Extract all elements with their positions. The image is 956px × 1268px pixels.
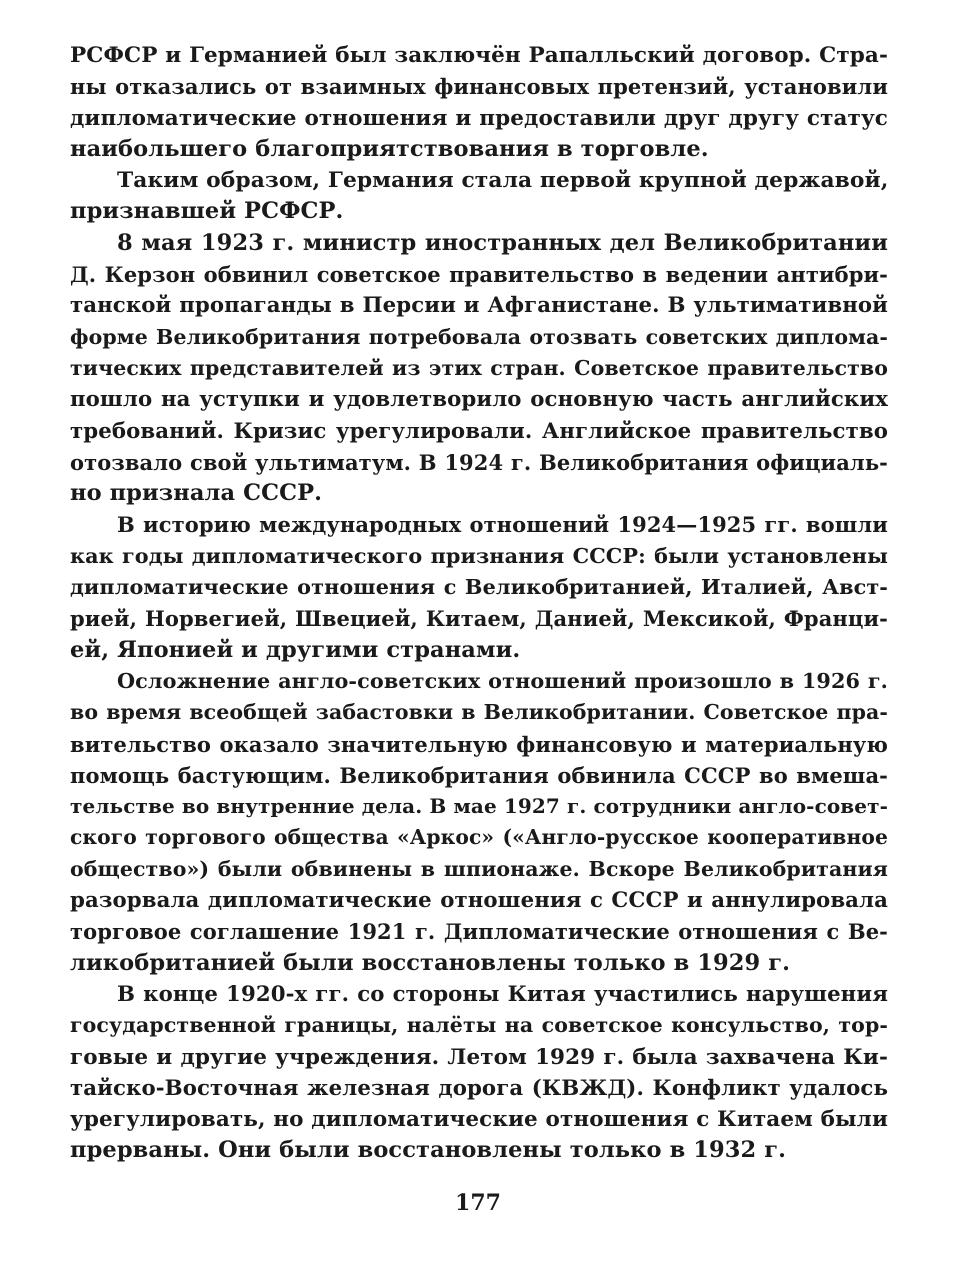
page-number: 177 [455, 1190, 501, 1216]
paragraph [70, 979, 888, 1167]
text-line: ны отказались от взаимных финансовых претензий, установили [70, 74, 888, 100]
paragraph [70, 165, 888, 228]
paragraph [70, 40, 888, 165]
text-line: разорвала дипломатические отношения с СССР и аннулировала [70, 888, 888, 914]
text-line: торговое соглашение 1921 г. Дипломатические отношения с Ве- [70, 919, 888, 945]
text-line: форме Великобритания потребовала отозвать советских диплома- [70, 324, 888, 349]
text-line: но признала СССР. [70, 480, 323, 507]
text-line: рией, Норвегией, Швецией, Китаем, Данией, Мексикой, Франци- [70, 606, 888, 632]
text-line: 8 мая 1923 г. министр иностранных дел Великобритании [117, 229, 888, 256]
text-line: тельстве во внутренние дела. В мае 1927 г. сотрудники англо-совет- [70, 794, 888, 819]
text-line: пошло на уступки и удовлетворило основную часть английских [70, 387, 888, 413]
text-line: наибольшего благоприятствования в торговле. [70, 135, 709, 162]
text-line: В конце 1920-х гг. со стороны Китая участились нарушения [117, 981, 888, 1007]
text-line: тических представителей из этих стран. Советское правительство [70, 355, 888, 380]
text-line: ликобританией были восстановлены только в 1929 г. [70, 949, 791, 976]
text-line: вительство оказало значительную финансовую и материальную [70, 731, 888, 757]
text-line: отозвало свой ультиматум. В 1924 г. Великобритания официаль- [70, 449, 888, 475]
text-line: дипломатические отношения с Великобританией, Италией, Авст- [70, 575, 888, 600]
text-line: государственной границы, налёты на советское консульство, тор- [70, 1013, 888, 1038]
text-line: дипломатические отношения и предоставили друг другу статус [70, 105, 888, 131]
text-line: Осложнение англо-советских отношений произошло в 1926 г. [117, 668, 888, 693]
text-line: РСФСР и Германией был заключён Рапалльский договор. Стра- [70, 43, 888, 68]
text-line: как годы дипломатического признания СССР: были установлены [70, 543, 888, 568]
text-line: требований. Кризис урегулировали. Английское правительство [70, 418, 888, 444]
text-line: общество») были обвинены в шпионаже. Вскоре Великобритания [70, 856, 888, 881]
text-line: помощь бастующим. Великобритания обвинила СССР во вмеша- [70, 762, 888, 788]
page-body [70, 40, 888, 1167]
text-line: признавшей РСФСР. [70, 198, 344, 225]
text-line: Д. Керзон обвинил советское правительство в ведении антибри- [70, 262, 888, 288]
text-line: Таким образом, Германия стала первой крупной державой, [117, 168, 889, 194]
text-line: говые и другие учреждения. Летом 1929 г. была захвачена Ки- [70, 1044, 888, 1070]
text-line: ей, Японией и другими странами. [70, 636, 521, 663]
text-line: урегулировать, но дипломатические отношения с Китаем были [70, 1107, 888, 1133]
text-line: танской пропаганды в Персии и Афганистане. В ультимативной [70, 293, 888, 319]
text-line: В историю международных отношений 1924—1925 гг. вошли [117, 512, 888, 538]
text-line: тайско-Восточная железная дорога (КВЖД). Конфликт удалось [70, 1075, 888, 1101]
text-line: во время всеобщей забастовки в Великобритании. Советское пра- [70, 700, 888, 725]
text-line: ского торгового общества «Аркос» («Англо-русское кооперативное [70, 825, 888, 850]
text-line: прерваны. Они были восстановлены только в 1932 г. [70, 1137, 787, 1164]
paragraph [70, 666, 888, 979]
paragraph [70, 509, 888, 665]
paragraph [70, 228, 888, 510]
